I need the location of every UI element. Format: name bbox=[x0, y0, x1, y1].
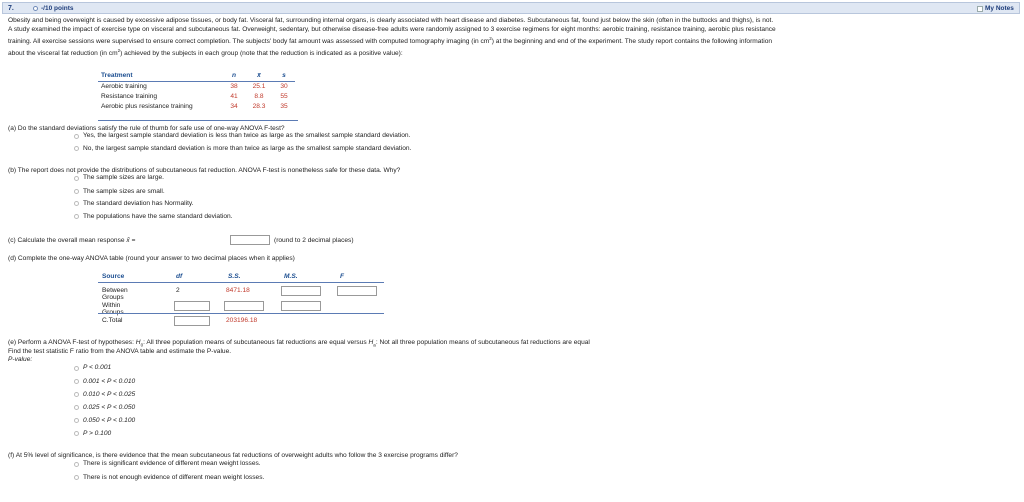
part-e-pvalue-label: P-value: bbox=[8, 356, 33, 363]
part-b-option-4[interactable]: The populations have the same standard deviation. bbox=[74, 213, 233, 220]
pvalue-option-3[interactable]: 0.010 < P < 0.025 bbox=[74, 391, 135, 398]
part-c-question: (c) Calculate the overall mean response x̄ = bbox=[8, 237, 136, 244]
radio-icon[interactable] bbox=[74, 366, 79, 371]
part-d-question: (d) Complete the one-way ANOVA table (round your answer to two decimal places when it applies) bbox=[8, 255, 295, 262]
anova-header-ss: S.S. bbox=[228, 273, 241, 280]
part-c-rounding-note: (round to 2 decimal places) bbox=[274, 237, 354, 244]
part-f-option-1[interactable]: There is significant evidence of different mean weight losses. bbox=[74, 460, 261, 468]
part-f-question: (f) At 5% level of significance, is there evidence that the mean subcutaneous fat reductions of overweight adults who follow the 3 exercise programs differ? bbox=[8, 452, 458, 459]
pvalue-option-5[interactable]: 0.050 < P < 0.100 bbox=[74, 417, 135, 424]
anova-source-within: Within Groups bbox=[102, 302, 124, 316]
anova-df-between: 2 bbox=[176, 287, 180, 294]
intro-paragraph bbox=[8, 16, 1008, 58]
question-number: 7. bbox=[8, 5, 14, 12]
header-mean: x̄ bbox=[257, 72, 261, 80]
anova-ss-total: 203196.18 bbox=[226, 317, 258, 324]
anova-header-ms: M.S. bbox=[284, 273, 298, 280]
anova-total-rule bbox=[98, 313, 384, 314]
treatment-table bbox=[98, 71, 295, 111]
table-row: Resistance training 41 8.8 55 bbox=[101, 92, 288, 100]
anova-header-source: Source bbox=[102, 273, 125, 280]
pvalue-option-2[interactable]: 0.001 < P < 0.010 bbox=[74, 378, 135, 385]
radio-icon[interactable] bbox=[74, 201, 79, 206]
part-e-instructions: Find the test statistic F ratio from the ANOVA table and estimate the P-value. bbox=[8, 348, 232, 355]
part-a-option-2[interactable]: No, the largest sample standard deviation is more than twice as large as the smallest sample standard deviation. bbox=[74, 145, 411, 152]
part-f-option-2[interactable]: There is not enough evidence of different mean weight losses. bbox=[74, 474, 264, 481]
anova-df-within-input[interactable] bbox=[174, 301, 210, 311]
header-s: s bbox=[282, 72, 286, 80]
part-a-question: (a) Do the standard deviations satisfy the rule of thumb for safe use of one-way ANOVA F-test? bbox=[8, 125, 285, 132]
intro-line-1: Obesity and being overweight is caused by excessive adipose tissues, or body fat. Visceral fat, surrounding internal organs, is clearly associated with heart disease and diabetes. Subcutaneous fat, found just below the skin (often in the buttocks and thighs), is not. bbox=[8, 17, 774, 24]
anova-f-input[interactable] bbox=[337, 286, 377, 296]
header-n: n bbox=[231, 72, 237, 80]
radio-icon[interactable] bbox=[74, 392, 79, 397]
anova-source-between: Between Groups bbox=[102, 287, 128, 301]
table-row: Aerobic training 38 25.1 30 bbox=[98, 81, 295, 91]
anova-ms-between-input[interactable] bbox=[281, 286, 321, 296]
anova-header-f: F bbox=[340, 273, 345, 280]
radio-icon[interactable] bbox=[74, 146, 79, 151]
anova-ss-between: 8471.18 bbox=[226, 287, 250, 294]
table-row: Aerobic plus resistance training 34 28.3 35 bbox=[101, 102, 288, 110]
my-notes-button[interactable] bbox=[977, 4, 1017, 13]
header-treatment: Treatment bbox=[101, 72, 133, 80]
pvalue-option-6[interactable]: P > 0.100 bbox=[74, 430, 111, 437]
radio-icon[interactable] bbox=[74, 475, 79, 480]
pvalue-option-1[interactable]: P < 0.001 bbox=[74, 364, 111, 372]
anova-ms-within-input[interactable] bbox=[281, 301, 321, 311]
radio-icon[interactable] bbox=[74, 462, 79, 467]
anova-header-df: df bbox=[176, 273, 183, 280]
part-b-option-1[interactable]: The sample sizes are large. bbox=[74, 174, 164, 182]
radio-icon[interactable] bbox=[74, 214, 79, 219]
intro-line-3: training. All exercise sessions were supervised to ensure correct completion. The subjects' body fat amount was assessed with computed tomography imaging (in $cm^2$) at the beginning and end of the experiment. The study report contains the following information bbox=[8, 36, 773, 46]
radio-icon[interactable] bbox=[74, 418, 79, 423]
radio-icon[interactable] bbox=[74, 176, 79, 181]
intro-line-2: A study examined the impact of exercise type on visceral and subcutaneous fat. Overweight, sedentary, but otherwise disease-free adults were randomly assigned to 3 exercise regimens for eight months: aerobic training, resistance training, aerobic plus resistance bbox=[8, 26, 776, 33]
radio-icon[interactable] bbox=[74, 189, 79, 194]
question-header bbox=[2, 2, 1020, 14]
points-radio-icon bbox=[33, 6, 38, 11]
radio-icon[interactable] bbox=[74, 405, 79, 410]
anova-ss-within-input[interactable] bbox=[224, 301, 264, 311]
table-bottom-rule bbox=[98, 120, 298, 121]
radio-icon[interactable] bbox=[74, 431, 79, 436]
anova-header-rule bbox=[98, 282, 384, 283]
part-b-option-3[interactable]: The standard deviation has Normality. bbox=[74, 200, 194, 207]
anova-df-total-input[interactable] bbox=[174, 316, 210, 326]
part-e-hypotheses: (e) Perform a ANOVA F-test of hypotheses: $H_0$: All three population means of subcutaneous fat reductions are equal versus $H_a$: Not all three population means of subcutaneous fat reductions are equal bbox=[8, 339, 590, 348]
intro-line-4: about the visceral fat reduction (in $cm^2$) achieved by the subjects in each group (note that the reduction is indicated as a positive value): bbox=[8, 48, 403, 58]
part-a-option-1[interactable]: Yes, the largest sample standard deviation is less than twice as large as the smallest sample standard deviation. bbox=[74, 132, 410, 140]
points-label: -/10 points bbox=[41, 5, 74, 12]
part-b-question: (b) The report does not provide the distributions of subcutaneous fat reduction. ANOVA F-test is nonetheless safe for these data. Why? bbox=[8, 167, 401, 174]
radio-icon[interactable] bbox=[74, 379, 79, 384]
part-b-option-2[interactable]: The sample sizes are small. bbox=[74, 188, 165, 195]
overall-mean-input[interactable] bbox=[230, 235, 270, 245]
anova-source-total: C.Total bbox=[102, 317, 123, 324]
my-notes-label: My Notes bbox=[985, 5, 1014, 12]
notes-icon bbox=[977, 6, 983, 12]
radio-icon[interactable] bbox=[74, 134, 79, 139]
pvalue-option-4[interactable]: 0.025 < P < 0.050 bbox=[74, 404, 135, 411]
